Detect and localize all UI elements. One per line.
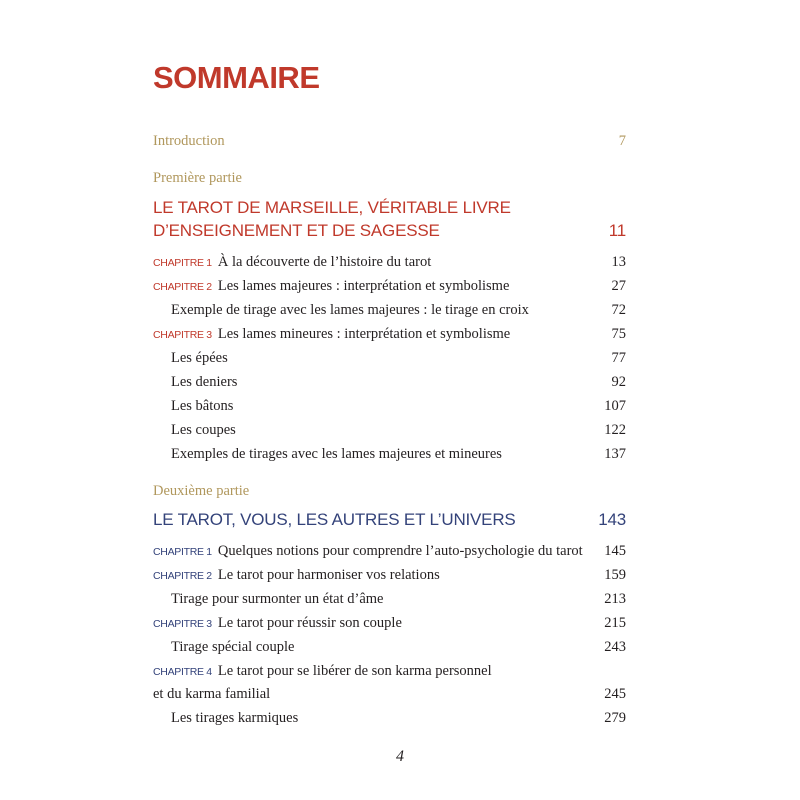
entry-page: 145 (604, 543, 626, 559)
entry-page: 27 (611, 278, 626, 294)
entry-page: 75 (611, 326, 626, 342)
entry-label: Les épées (171, 350, 228, 366)
toc-entry[interactable] (153, 661, 626, 682)
toc-entry[interactable] (153, 324, 626, 345)
entry-page: 245 (604, 686, 626, 702)
toc-entry[interactable] (153, 541, 626, 562)
entry-page: 243 (604, 639, 626, 655)
entry-label: Les deniers (171, 374, 238, 390)
toc-entry-introduction[interactable] (153, 131, 626, 151)
toc-entry[interactable] (153, 637, 626, 657)
entry-label: Tirage pour surmonter un état d’âme (171, 591, 384, 607)
toc-entry[interactable] (153, 300, 626, 320)
toc-entry[interactable] (153, 444, 626, 464)
part-title-line: LE TAROT DE MARSEILLE, VÉRITABLE LIVRE (153, 198, 511, 217)
chapter-label: CHAPITRE 4 (153, 666, 212, 678)
toc-entry[interactable] (153, 708, 626, 728)
entry-page: 215 (604, 615, 626, 631)
toc-entry[interactable] (153, 252, 626, 273)
entry-page: 72 (611, 302, 626, 318)
part-title-page: 143 (598, 510, 626, 529)
entry-label: Les lames majeures : interprétation et symbolisme (217, 278, 510, 294)
chapter-label: CHAPITRE 2 (153, 281, 212, 293)
part-title-page: 11 (608, 221, 626, 240)
chapter-label: CHAPITRE 2 (153, 570, 212, 582)
entry-page: 279 (604, 710, 626, 726)
part-label: Première partie (153, 170, 242, 186)
part-title[interactable] (153, 508, 626, 531)
toc-entry-continuation[interactable] (153, 684, 626, 704)
entry-label: Quelques notions pour comprendre l’auto-psychologie du tarot (217, 543, 583, 559)
toc-entry[interactable] (153, 396, 626, 416)
entry-label: Les lames mineures : interprétation et symbolisme (217, 326, 511, 342)
entry-page: 159 (604, 567, 626, 583)
part-title-line: LE TAROT, VOUS, LES AUTRES ET L’UNIVERS (153, 510, 516, 529)
entry-label: Exemples de tirages avec les lames majeures et mineures (171, 446, 502, 462)
entry-page: 92 (611, 374, 626, 390)
toc-entry[interactable] (153, 372, 626, 392)
entry-label: et du karma familial (153, 686, 271, 702)
entry-page: 107 (604, 398, 626, 414)
entry-label: Les tirages karmiques (171, 710, 299, 726)
part-label: Deuxième partie (153, 483, 250, 499)
toc-entry[interactable] (153, 589, 626, 609)
page-title: SOMMAIRE (153, 60, 320, 95)
entry-page: 213 (604, 591, 626, 607)
entry-label: Le tarot pour harmoniser vos relations (217, 567, 440, 583)
part-title-line: D’ENSEIGNEMENT ET DE SAGESSE (153, 221, 440, 240)
entry-label: Le tarot pour réussir son couple (217, 615, 402, 631)
toc-entry[interactable] (153, 565, 626, 586)
entry-label: Le tarot pour se libérer de son karma personnel (217, 663, 492, 679)
chapter-label: CHAPITRE 1 (153, 546, 212, 558)
entry-label: Tirage spécial couple (171, 639, 295, 655)
entry-page: 122 (604, 422, 626, 438)
entry-page: 77 (611, 350, 626, 366)
part-title[interactable] (153, 196, 626, 242)
toc-entry[interactable] (153, 276, 626, 297)
entry-label: Exemple de tirage avec les lames majeures : le tirage en croix (171, 302, 529, 318)
entry-label: À la découverte de l’histoire du tarot (217, 254, 432, 270)
entry-label: Les coupes (171, 422, 236, 438)
toc-entry[interactable] (153, 613, 626, 634)
entry-page: 7 (618, 133, 626, 149)
entry-label: Introduction (153, 133, 225, 149)
entry-page: 137 (604, 446, 626, 462)
toc-entry[interactable] (153, 348, 626, 368)
toc-entry[interactable] (153, 420, 626, 440)
chapter-label: CHAPITRE 3 (153, 329, 212, 341)
entry-label: Les bâtons (171, 398, 234, 414)
entry-page: 13 (611, 254, 626, 270)
chapter-label: CHAPITRE 3 (153, 618, 212, 630)
chapter-label: CHAPITRE 1 (153, 257, 212, 269)
page-number: 4 (396, 748, 404, 765)
